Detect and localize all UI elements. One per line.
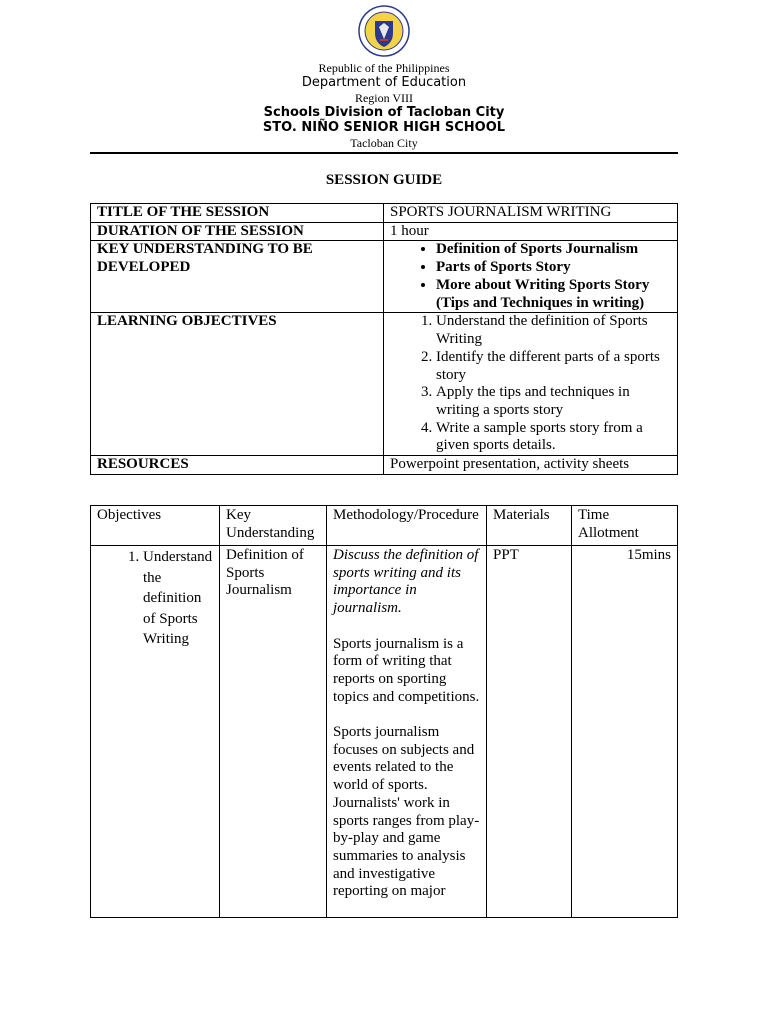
table-header-row <box>91 506 678 546</box>
resources-label: RESOURCES <box>91 456 384 475</box>
title-value: SPORTS JOURNALISM WRITING <box>384 204 678 223</box>
table-row <box>91 546 678 918</box>
list-item: 1. Understand the definition of Sports Writing <box>143 547 213 650</box>
deped-seal-logo <box>358 5 410 57</box>
list-item: 2. Identify the different parts of a sports story <box>436 349 671 384</box>
title-label: TITLE OF THE SESSION <box>91 204 384 223</box>
column-header: Methodology/Procedure <box>327 506 487 546</box>
column-header: Materials <box>487 506 572 546</box>
table-row <box>91 313 678 456</box>
duration-value: 1 hour <box>384 222 678 241</box>
method-paragraph: Sports journalism is a form of writing that reports on sporting topics and competitions. <box>333 635 480 705</box>
time-cell: 15mins <box>572 546 678 918</box>
session-info-table <box>90 203 678 475</box>
table-row <box>91 222 678 241</box>
column-header: Key Understanding <box>220 506 327 546</box>
methodology-cell <box>327 546 487 918</box>
list-item: • More about Writing Sports Story (Tips and Techniques in writing) <box>436 277 671 312</box>
method-paragraph: Sports journalism focuses on subjects and events related to the world of sports. Journalists' work in sports ranges from play-by-play and game summaries to analysis and investigative reporting on major <box>333 724 480 900</box>
table-row <box>91 456 678 475</box>
resources-value: Powerpoint presentation, activity sheets <box>384 456 678 475</box>
lesson-plan-table <box>90 505 678 918</box>
division-line: Schools Division of Tacloban City <box>263 105 505 120</box>
method-intro: Discuss the definition of sports writing and its importance in journalism. <box>333 547 479 617</box>
column-header: Time Allotment <box>572 506 678 546</box>
list-item: 4. Write a sample sports story from a given sports details. <box>436 420 671 455</box>
list-item: • Definition of Sports Journalism <box>436 241 671 259</box>
department-line: Department of Education <box>301 75 467 90</box>
table-row <box>91 241 678 313</box>
city-line: Tacloban City <box>350 136 418 150</box>
republic-line: Republic of the Philippines <box>318 61 450 75</box>
table-row <box>91 204 678 223</box>
key-understanding-cell: Definition of Sports Journalism <box>220 546 327 918</box>
key-understanding-cell <box>384 241 678 313</box>
list-item: • Parts of Sports Story <box>436 259 671 277</box>
objective-cell <box>91 546 220 918</box>
key-understanding-label: KEY UNDERSTANDING TO BE DEVELOPED <box>91 241 384 313</box>
objectives-cell <box>384 313 678 456</box>
column-header: Objectives <box>91 506 220 546</box>
objectives-label: LEARNING OBJECTIVES <box>91 313 384 456</box>
region-line: Region VIII <box>354 91 414 105</box>
duration-label: DURATION OF THE SESSION <box>91 222 384 241</box>
list-item: 3. Apply the tips and techniques in writing a sports story <box>436 384 671 419</box>
school-name: STO. NIÑO SENIOR HIGH SCHOOL <box>262 120 506 135</box>
materials-cell: PPT <box>487 546 572 918</box>
header-divider <box>90 152 678 154</box>
list-item: 1. Understand the definition of Sports Writing <box>436 313 671 348</box>
document-title: SESSION GUIDE <box>325 172 443 188</box>
